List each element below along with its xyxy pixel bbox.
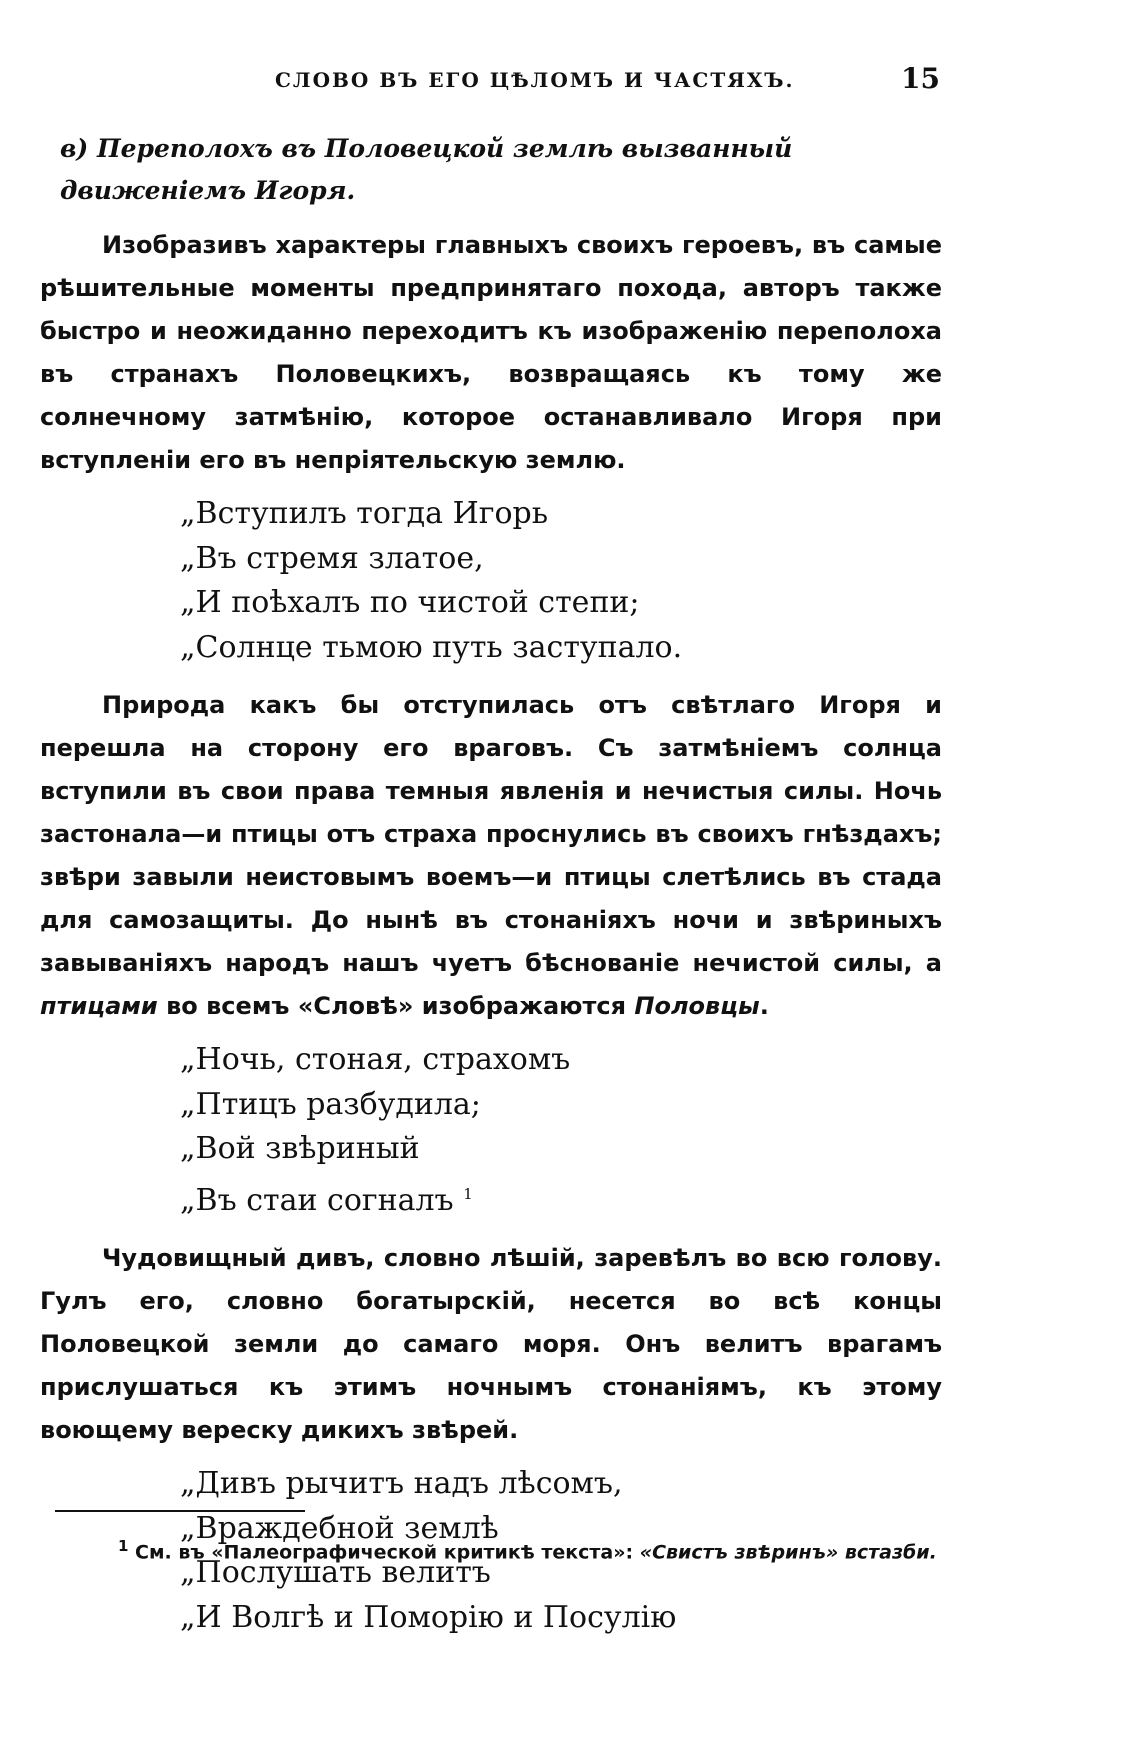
emphasis-birds: птицами (40, 992, 158, 1020)
verse-line: „Вой звѣриный (180, 1131, 420, 1166)
footnote-text: См. въ «Палеографической критикѣ текста»: (128, 1541, 640, 1564)
emphasis-polovtsy: Половцы (634, 992, 760, 1020)
verse-line: „И поѣхалъ по чистой степи; (180, 585, 640, 620)
verse-block-1 (180, 492, 942, 670)
verse-line: „Вступилъ тогда Игорь (180, 496, 549, 531)
page-number: 15 (901, 62, 940, 95)
verse-line: „Въ стремя златое, (180, 540, 484, 576)
footnote-emphasis: «Свистъ звѣринъ» встазби. (639, 1541, 937, 1564)
running-head: СЛОВО ВЪ ЕГО ЦѢЛОМЪ И ЧАСТЯХЪ. (275, 68, 795, 92)
footnote (118, 1528, 937, 1570)
verse-line: „Ночь, стоная, страхомъ (180, 1042, 571, 1077)
page-header (60, 62, 940, 102)
verse-line: „И Волгѣ и Поморію и Посулію (180, 1599, 677, 1635)
paragraph-3 (40, 1237, 942, 1452)
page-body (40, 128, 942, 1654)
paragraph-1-text: Изобразивъ характеры главныхъ своихъ героевъ, въ самые рѣшительные моменты предпринятаго похода, авторъ также быстро и неожиданно переходитъ къ изображенію переполоха въ странахъ Половецкихъ, возвращаясь къ тому же солнечному затмѣнію, которое останавливало Игоря при вступленіи его въ непріятельскую землю. (40, 231, 942, 474)
verse-line: „Послушать велитъ (180, 1555, 491, 1590)
verse-line (180, 1172, 942, 1224)
verse-line: „Враждебной землѣ (180, 1510, 499, 1546)
verse-line: „Птицъ разбудила; (180, 1086, 481, 1122)
paragraph-1 (40, 224, 942, 482)
verse-line-text: „Въ стаи согналъ (180, 1182, 454, 1218)
paragraph-2-text-after: . (759, 992, 769, 1020)
footnote-mark: 1 (118, 1537, 129, 1555)
footnote-divider (55, 1510, 305, 1512)
paragraph-2-text (40, 684, 942, 1028)
paragraph-3-text: Чудовищный дивъ, словно лѣшій, заревѣлъ во всю голову. Гулъ его, словно богатырскій, несется во всѣ концы Половецкой земли до самаго моря. Онъ велитъ врагамъ прислушаться къ этимъ ночнымъ стонаніямъ, къ этому воющему вереску дикихъ звѣрей. (40, 1244, 942, 1444)
verse-line: „Дивъ рычитъ надъ лѣсомъ, (180, 1466, 623, 1501)
paragraph-2-text-middle: во всемъ «Словѣ» изображаются (157, 992, 635, 1020)
verse-block-2 (180, 1038, 942, 1223)
paragraph-2 (40, 684, 942, 1028)
paragraph-2-text-before: Природа какъ бы отступилась отъ свѣтлаго Игоря и перешла на сторону его враговъ. Съ затмѣніемъ солнца вступили въ свои права темныя явленія и нечистыя силы. Ночь застонала—и птицы отъ страха проснулись въ своихъ гнѣздахъ; звѣри завыли неистовымъ воемъ—и птицы слетѣлись въ стада для самозащиты. До нынѣ въ стонаніяхъ ночи и звѣриныхъ завываніяхъ народъ нашъ чуетъ бѣснованіе нечистой силы, а (40, 691, 942, 977)
section-heading: в) Переполохъ въ Половецкой землѣ вызванный движеніемъ Игоря. (60, 134, 793, 205)
verse-line: „Солнце тьмою путь заступало. (180, 629, 683, 665)
footnote-reference: 1 (463, 1184, 473, 1203)
